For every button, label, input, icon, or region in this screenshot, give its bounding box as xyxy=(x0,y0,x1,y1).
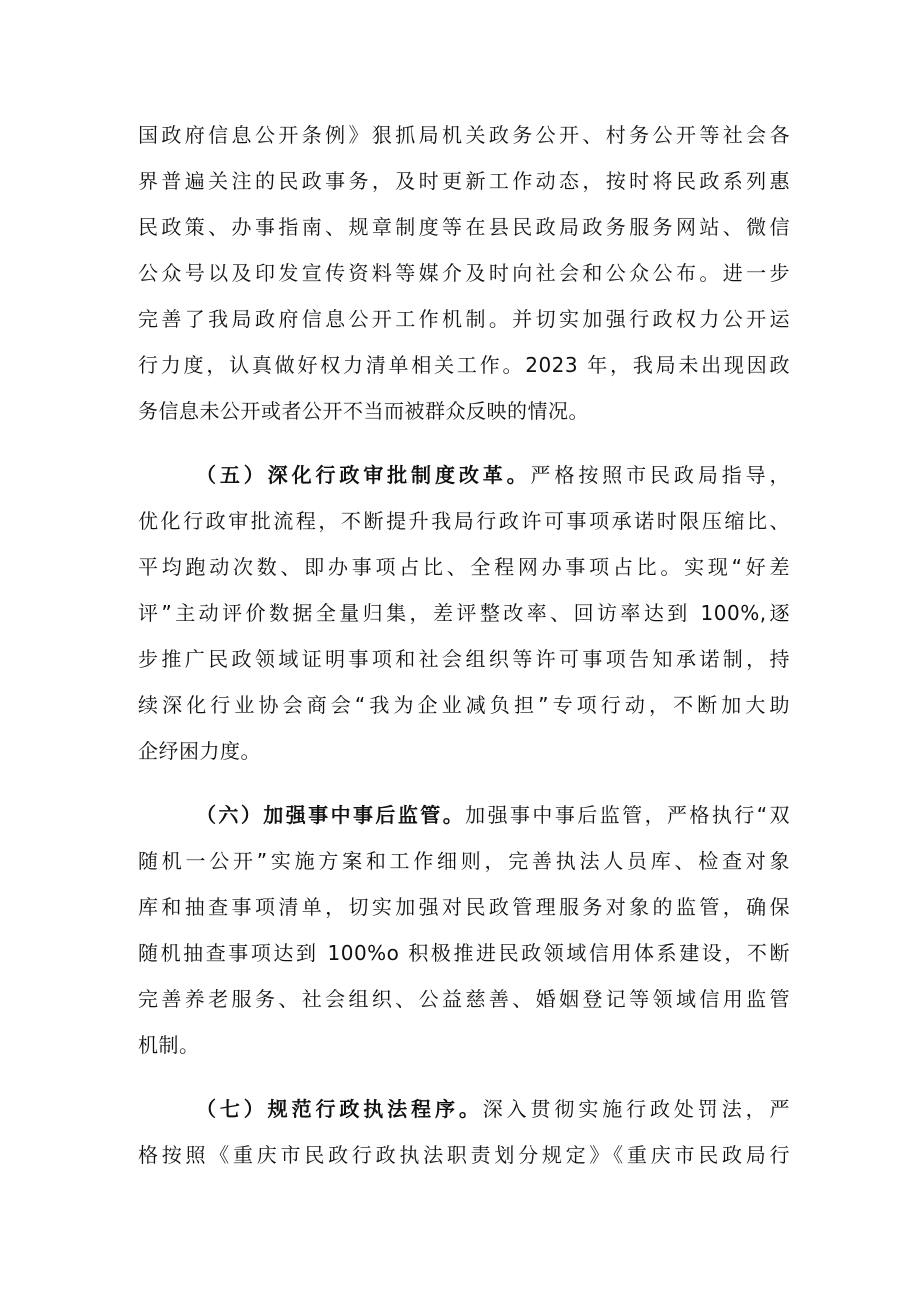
text-line: 随机抽查事项达到 100%o 积极推进民政领域信用体系建设，不断 xyxy=(138,941,790,965)
section-heading: （六）加强事中事后监管。 xyxy=(196,803,466,827)
text-line: 公众号以及印发宣传资料等媒介及时向社会和公众公布。进一步 xyxy=(138,261,790,285)
text-line: 务信息未公开或者公开不当而被群众反映的情况。 xyxy=(138,399,589,423)
text-line: 评”主动评价数据全量归集，差评整改率、回访率达到 100%,逐 xyxy=(138,601,790,625)
paragraph-law-enforcement xyxy=(138,1086,790,1178)
text-line: 完善了我局政府信息公开工作机制。并切实加强行政权力公开运 xyxy=(138,307,790,331)
paragraph-first-line xyxy=(138,1086,790,1132)
text-line: 民政策、办事指南、规章制度等在县民政局政务服务网站、微信 xyxy=(138,215,790,239)
text-line: 优化行政审批流程，不断提升我局行政许可事项承诺时限压缩比、 xyxy=(138,509,790,533)
paragraph-first-line xyxy=(138,792,790,838)
text-line: 库和抽查事项清单，切实加强对民政管理服务对象的监管，确保 xyxy=(138,895,790,919)
paragraph-supervision xyxy=(138,792,790,1068)
text-line: 续深化行业协会商会“我为企业减负担”专项行动，不断加大助 xyxy=(138,693,790,717)
text-line: 格按照《重庆市民政行政执法职责划分规定》《重庆市民政局行 xyxy=(138,1143,790,1167)
text-line: 企纾困力度。 xyxy=(138,739,261,763)
text-line: 步推广民政领域证明事项和社会组织等许可事项告知承诺制，持 xyxy=(138,647,790,671)
heading-followup-text: 严格按照市民政局指导， xyxy=(530,463,791,487)
heading-followup-text: 加强事中事后监管，严格执行“双 xyxy=(465,803,790,827)
text-line: 界普遍关注的民政事务，及时更新工作动态，按时将民政系列惠 xyxy=(138,169,790,193)
section-heading: （五）深化行政审批制度改革。 xyxy=(196,463,531,487)
heading-followup-text: 深入贯彻实施行政处罚法，严 xyxy=(482,1097,790,1121)
text-line: 随机一公开”实施方案和工作细则，完善执法人员库、检查对象 xyxy=(138,849,790,873)
text-line: 机制。 xyxy=(138,1033,200,1057)
paragraph-administrative-approval-reform xyxy=(138,452,790,774)
section-heading: （七）规范行政执法程序。 xyxy=(196,1097,483,1121)
paragraph-first-line xyxy=(138,452,790,498)
text-line: 行力度，认真做好权力清单相关工作。2023 年，我局未出现因政 xyxy=(138,353,790,377)
document-body xyxy=(138,112,790,1196)
text-line: 国政府信息公开条例》狠抓局机关政务公开、村务公开等社会各 xyxy=(138,123,790,147)
text-line: 平均跑动次数、即办事项占比、全程网办事项占比。实现“好差 xyxy=(138,555,790,579)
paragraph-public-information xyxy=(138,112,790,434)
text-line: 完善养老服务、社会组织、公益慈善、婚姻登记等领域信用监管 xyxy=(138,987,790,1011)
